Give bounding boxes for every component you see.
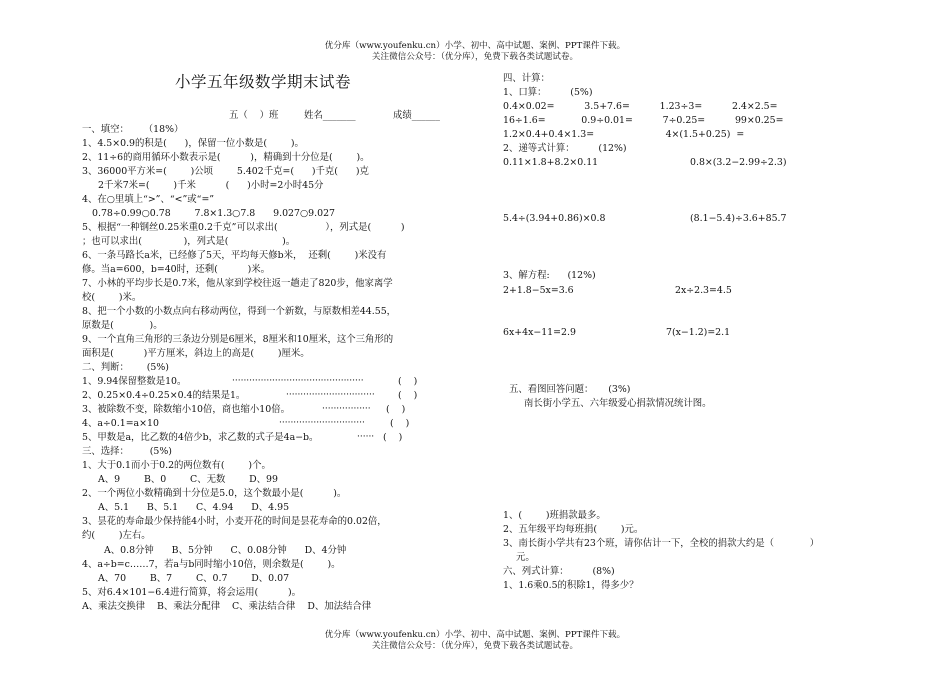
- fill-q9-line1: 9、一个直角三角形的三条边分别是6厘米，8厘米和10厘米，这个三角形的: [82, 334, 394, 345]
- section-5-heading: 五、看图回答问题： (3%): [509, 384, 631, 395]
- graph-q3-line1: 3、南长街小学共有23个班，请你估计一下，全校的捐款大约是（ ）: [503, 538, 820, 549]
- fill-q7-line1: 7、小林的平均步长是0.7米，他从家到学校往返一趟走了820步，他家离学: [82, 278, 393, 289]
- equation-q4: 7(x−1.2)=2.1: [666, 327, 731, 338]
- oral-calc-row-1: 0.4×0.02= 3.5+7.6= 1.23÷3= 2.4×2.5=: [503, 101, 778, 112]
- choice-q3-line1: 3、昙花的寿命最少保持能4小时，小麦开花的时间是昙花寿命的0.02倍，: [82, 516, 387, 527]
- fill-q6-line1: 6、一条马路长a米，已经修了5天，平均每天修b米， 还剩( )米没有: [82, 250, 387, 261]
- judge-q2-bracket: ( ): [398, 390, 418, 401]
- class-field: 五（ ）班: [229, 110, 279, 121]
- stepwise-q3: 5.4÷(3.94+0.86)×0.8: [503, 213, 606, 224]
- stepwise-q1: 0.11×1.8+8.2×0.11: [503, 157, 599, 168]
- fill-q2: 2、11÷6的商用循环小数表示是( )，精确到十分位是( )。: [82, 152, 370, 163]
- judge-q3-dots: ·················: [322, 404, 371, 414]
- judge-q5-dots: ······: [357, 432, 375, 442]
- equation-q1: 2+1.8−5x=3.6: [503, 285, 574, 296]
- chart-description: 南长街小学五、六年级爱心捐款情况统计图。: [524, 398, 712, 409]
- graph-q3-line2: 元。: [516, 552, 535, 563]
- stepwise-q4: (8.1−5.4)÷3.6+85.7: [690, 213, 787, 224]
- judge-q4-dots: ······························: [279, 418, 365, 428]
- judge-q1-bracket: ( ): [398, 376, 418, 387]
- judge-q3: 3、被除数不变，除数缩小10倍，商也缩小10倍。: [82, 404, 290, 415]
- fill-q7-line2: 校( )米。: [82, 292, 142, 303]
- choice-q1-options: A、9 B、0 C、无数 D、99: [98, 474, 278, 485]
- judge-q2: 2、0.25×0.4÷0.25×0.4的结果是1。: [82, 390, 246, 401]
- judge-q5-bracket: ( ): [383, 432, 403, 443]
- section-4-heading: 四、计算：: [503, 73, 550, 84]
- judge-q1-dots: ··············································: [232, 376, 364, 386]
- section-6-heading: 六、列式计算： (8%): [503, 566, 615, 577]
- equation-q3: 6x+4x−11=2.9: [503, 327, 576, 338]
- choice-q3-options: A、0.8分钟 B、5分钟 C、0.08分钟 D、4分钟: [104, 545, 347, 556]
- judge-q4-bracket: ( ): [390, 418, 410, 429]
- equation-q2: 2x÷2.3=4.5: [675, 285, 732, 296]
- choice-q2: 2、一个两位小数精确到十分位是5.0，这个数最小是( )。: [82, 488, 347, 499]
- fill-q4-line1: 4、在○里填上“>”、“<”或“=”: [82, 194, 215, 205]
- fill-q6-line2: 修。当a=600，b=40时，还剩( )米。: [82, 264, 270, 275]
- choice-q5: 5、对6.4×101−6.4进行简算，将会运用( )。: [82, 587, 302, 598]
- footer-line-1: 优分库（www.youfenku.cn）小学、初中、高中试题、案例、PPT课件下载。: [324, 630, 626, 640]
- choice-q4-options: A、70 B、7 C、0.7 D、0.07: [98, 573, 290, 584]
- fill-q8-line2: 原数是( )。: [82, 320, 163, 331]
- word-problem-q1: 1、1.6乘0.5的积除1，得多少？: [503, 580, 639, 591]
- judge-q5: 5、甲数是a，比乙数的4倍少b，求乙数的式子是4a−b。: [82, 432, 319, 443]
- section-3-heading: 三、选择： (5%): [82, 446, 172, 457]
- score-field: 成绩______: [393, 110, 440, 121]
- oral-calc-row-3: 1.2×0.4+0.4×1.3= 4×(1.5+0.25) =: [503, 129, 745, 140]
- judge-q4: 4、a÷0.1=a×10: [82, 418, 159, 429]
- choice-q5-options: A、乘法交换律 B、乘法分配律 C、乘法结合律 D、加法结合律: [82, 601, 372, 612]
- fill-q3-line2: 2千米7米=( )千米 ( )小时=2小时45分: [98, 180, 324, 191]
- graph-q2: 2、五年级平均每班捐( )元。: [503, 524, 644, 535]
- fill-q1: 1、4.5×0.9的积是( )，保留一位小数是( )。: [82, 138, 304, 149]
- footer-line-2: 关注微信公众号：（优分库），免费下载各类试题试卷。: [371, 640, 579, 651]
- section-1-heading: 一、填空： （18%）: [82, 124, 184, 135]
- judge-q3-bracket: ( ): [386, 404, 406, 415]
- header-line-2: 关注微信公众号：（优分库），免费下载各类试题试卷。: [371, 51, 579, 62]
- fill-q8-line1: 8、把一个小数的小数点向右移动两位，得到一个新数，与原数相差44.55，: [82, 306, 397, 317]
- fill-q5-line1: 5、根据“一种钢丝0.25米重0.2千克”可以求出( ），列式是( ): [82, 222, 405, 233]
- section-2-heading: 二、判断： (5%): [82, 362, 169, 373]
- fill-q3-line1: 3、36000平方米=( )公顷 5.402千克=( )千克( )克: [82, 166, 369, 177]
- oral-calc-row-2: 16÷1.6= 0.9÷0.01= 7÷0.25= 99×0.25=: [503, 115, 784, 126]
- fill-q9-line2: 面积是( )平方厘米，斜边上的高是( )厘米。: [82, 348, 310, 359]
- fill-q5-line2: ；也可以求出( )，列式是( )。: [82, 236, 296, 247]
- choice-q1: 1、大于0.1而小于0.2的两位数有( )个。: [82, 460, 271, 471]
- equation-heading: 3、解方程: (12%): [503, 270, 596, 281]
- stepwise-heading: 2、递等式计算： (12%): [503, 143, 627, 154]
- stepwise-q2: 0.8×(3.2−2.99÷2.3): [690, 157, 787, 168]
- choice-q4: 4、a÷b=c……7，若a与b同时缩小10倍，则余数是( )。: [82, 559, 341, 570]
- graph-q1: 1、( )班捐款最多。: [503, 510, 606, 521]
- name-field: 姓名_______: [304, 110, 356, 121]
- choice-q3-line2: 约( )左右。: [82, 530, 151, 541]
- oral-calc-heading: 1、口算： (5%): [503, 87, 593, 98]
- page-footer: [0, 630, 950, 651]
- fill-q4-line2: 0.78÷0.99○0.78 7.8×1.3○7.8 9.027○9.027: [92, 208, 335, 219]
- choice-q2-options: A、5.1 B、5.1 C、4.94 D、4.95: [98, 502, 290, 513]
- judge-q1: 1、9.94保留整数是10。: [82, 376, 187, 387]
- page-header: [0, 41, 950, 62]
- page-title: 小学五年级数学期末试卷: [175, 73, 352, 91]
- judge-q2-dots: ·······························: [286, 390, 375, 400]
- header-line-1: 优分库（www.youfenku.cn）小学、初中、高中试题、案例、PPT课件下载。: [324, 41, 626, 51]
